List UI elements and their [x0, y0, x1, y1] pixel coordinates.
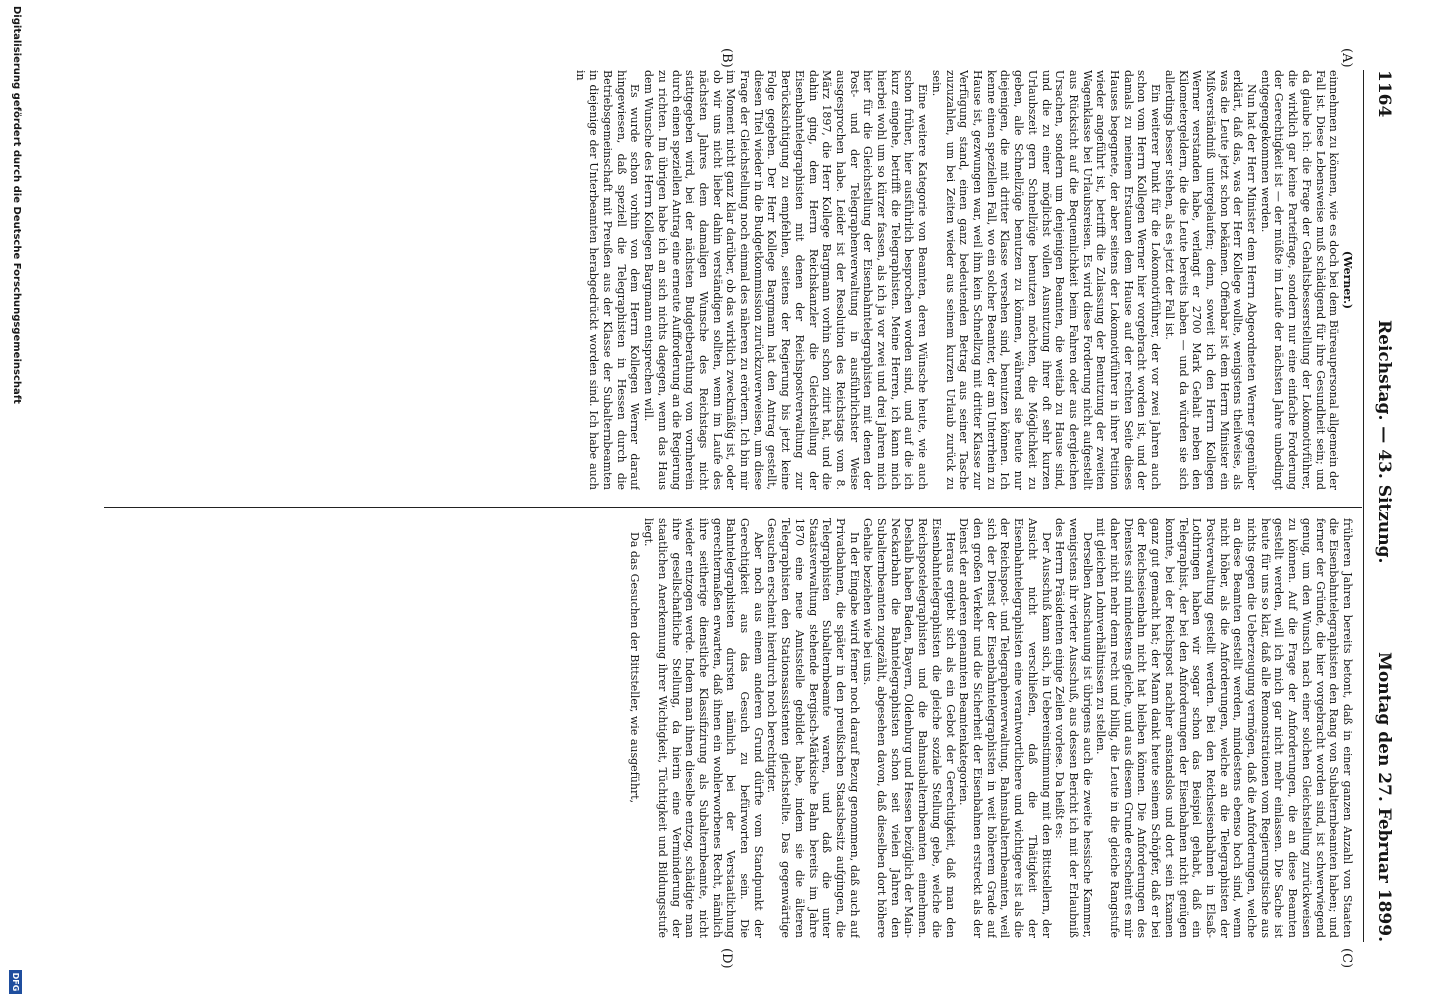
quoted-paragraph: Heraus ergiebt sich als ein Gebot der Gerechtigkeit, daß man den Eisenbahntelegraphisten die gleiche soziale Stellung gebe, welche die Reichspostelegraphisten und die Bahnsubalternbeamten einnehmen. Deshalb haben Baden, Bayern, Oldenburg und Hessen bezüglich der Main-Neckarbahn die Bahntelegraphisten schon seit vielen Jahren den Subalternbeamten zugezählt, abgesehen davon, daß dieselben dort höhere Gehalte beziehen wie bei uns. — [861, 518, 957, 938]
paragraph: früheren Jahren bereits betont, daß in einer ganzen Anzahl von Staaten die Eisenbahntelegraphisten den Rang von Subalternbeamten haben; und ferner der Gründe, die hier vorgebracht worden sind, ist schwerwiegend genug, um den Wunsch nach einer solchen Gleichstellung zurückweisen zu können. Auf die Frage der Anforderungen, die an diese Beamten gestellt werden, will ich mich gar nicht mehr einlassen. Die Sache ist heute für uns so klar, daß alle Remonstrationen vom Regierungstische aus nichts gegen die Ueberzeugung vermögen, daß die Anforderungen, welche an diese Beamten gestellt werden, mindestens ebenso hoch sind, wenn nicht höher, als die Anforderungen, welche an die Telegraphisten der Postverwaltung gestellt werden. Bei den Reichseisenbahnen in Elsaß-Lothringen haben wir sogar schon das Beispiel gehabt, daß ein Telegraphist, der bei den Anforderungen der Eisenbahnen nicht genügen konnte, bei der Reichspost nachher anstandslos und dort sein Examen ganz gut gemacht hat; der Mann dankt heute seinem Schöpfer, daß er bei der Reichseisenbahn nicht hat bleiben können. Die Anforderungen des Dienstes sind mindestens gleiche, und aus diesem Grunde erscheint es mir daher nicht mehr denn recht und billig, die Leute in die gleiche Rangstufe mit gleichen Lohnverhältnissen zu stellen. — [1094, 518, 1354, 938]
header-rule — [1363, 70, 1364, 942]
session-title: Reichstag. — 43. Sitzung. — [1374, 320, 1394, 564]
margin-marker-b: (B) — [719, 48, 734, 68]
dfg-logo: DFG — [9, 970, 22, 994]
left-column — [104, 70, 1354, 490]
speaker-label: (Werner.) — [1341, 250, 1354, 310]
quoted-paragraph: In der Eingabe wird ferner noch darauf Bezug genommen, daß auch auf Privatbahnen, die später in den preußischen Staatsbesitz aufgingen, die Telegraphisten Subalternbeamte waren, und daß die unter Staatsverwaltung stehende Bergisch-Märkische Bahn bereits im Jahre 1870 eine neue Amtsstelle gebildet habe, indem sie die älteren Telegraphisten den Stationsassistenten gleichstellte. Das gegenwärtige Gesuchen erscheint hierdurch noch berechtigter. — [765, 518, 861, 938]
digitization-credit: Digitalisierung gefördert durch die Deutsche Forschungsgemeinschaft — [11, 6, 22, 404]
margin-marker-d: (D) — [719, 948, 734, 969]
paragraph: Eine weitere Kategorie von Beamten, deren Wünsche heute, wie auch schon früher, hier ausführlich besprochen worden sind, und auf die ich kurz eingehe, betrifft die Telegraphisten. Meine Herren, ich kann mich hierbei wohl um so kürzer fassen, als ich ja vor zwei und drei Jahren mich hier für die Gleichstellung der Eisenbahntelegraphisten mit denen der Post- und der Telegraphenverwaltung in ausführlichster Weise ausgesprochen habe. Leider ist der Resolution des Reichstags vom 8. März 1897, die Herr Kollege Bargmann vorhin schon zitirt hat, und die dahin ging, dem Herrn Reichskanzler die Gleichstellung der Eisenbahntelegraphisten mit denen der Reichspostverwaltung zur Berücksichtigung zu empfehlen, seitens der Regierung bis jetzt keine Folge gegeben. Der Herr Kollege Bargmann hat den Antrag gestellt, diesen Titel wieder in die Budgetkommission zurückzuverweisen, um diese Frage der Gleichstellung noch einmal des näheren zu erörtern. Ich bin mir im Moment nicht ganz klar darüber, ob das wirklich zweckmäßig ist, oder ob wir uns nicht lieber dahin verständigen sollten, wenn im Laufe des nächsten Jahres dem damaligen Wunsche des Reichstags nicht stattgegeben wird, bei der nächsten Budgetberathung von vornherein durch einen speziellen Antrag eine erneute Aufforderung an die Regierung zu richten. Im übrigen habe ich an sich nichts dagegen, wenn das Haus dem Wunsche des Herrn Kollegen Bargmann entsprechen will. — [642, 70, 930, 490]
paragraph: Derselben Anschauung ist übrigens auch die zweite hessische Kammer, wenigstens ihr vierter Ausschuß, aus dessen Bericht ich mit der Erlaubniß des Herrn Präsidenten einige Zeilen vorlese. Da heißt es: — [1053, 518, 1094, 938]
page-header — [1368, 70, 1394, 942]
paragraph: einnehmen zu können, wie es doch bei dem Büreaupersonal allgemein der Fall ist. Diese Lebensweise muß schädigend für ihre Gesundheit sein; und da glaube ich: die Frage der Gehaltsbesserstellung der Lokomotivführer, die wirklich gar keine Parteifrage, sondern nur eine einfache Forderung der Gerechtigkeit ist — der müßte im Laufe der nächsten Jahre unbedingt entgegengekommen werden. — [1258, 70, 1341, 490]
column-rule — [104, 507, 1362, 508]
page-number: 1164 — [1374, 70, 1394, 118]
paragraph: Ein weiterer Punkt für die Lokomotivführer, der vor zwei Jahren auch schon vom Herrn Kollegen Werner hier vorgebracht worden ist, und der damals zu meinem Erstaunen dem Hause auf der rechten Seite dieses Hauses begegnete, der aber seitens der Lokomotivführer in ihrer Petition wieder angeführt ist, betrifft die Zulassung der Benutzung der zweiten Wagenklasse bei Urlaubsreisen. Es wird diese Forderung nicht aufgestellt aus Rücksicht auf die Bequemlichkeit beim Fahren oder aus dergleichen Ursachen, sondern um denjenigen Beamten, die weitab zu Hause sind, und die zu einer möglichst vollen Ausnutzung ihrer oft sehr kurzen Urlaubszeit gern Schnellzüge benutzen möchten, die Möglichkeit zu geben, alle Schnellzüge benutzen zu können, während sie heute nur diejenigen, die mit dritter Klasse versehen sind, benutzen können. Ich kenne einen speziellen Fall, wo ein solcher Beamter, der am Unterrhein zu Hause ist, gezwungen war, weil ihm kein Schnellzug mit dritter Klasse zur Verfügung stand, einen ganz bedeutenden Betrag aus seiner Tasche zuzuzahlen, um bei Zeiten wieder aus seinem kurzen Urlaub zurück zu sein. — [929, 70, 1163, 490]
margin-marker-c: (C) — [1339, 948, 1354, 969]
session-date: Montag den 27. Februar 1899. — [1374, 652, 1394, 942]
quoted-paragraph: Der Ausschuß kann sich, in Uebereinstimmung mit den Bittstellern, der Ansicht nicht verschließen, daß die Thätigkeit der Eisenbahntelegraphisten eine verantwortlichere und wichtigere ist als die der Reichspost- und Telegraphenverwaltung. Bahnsubalternbeamten, weil sich der Dienst der Eisenbahntelegraphisten in weit höherem Grade auf den großen Verkehr und die Sicherheit der Eisenbahnen erstreckt als der Dienst der anderen genannten Beamtenkategorien. — [957, 518, 1053, 938]
paragraph: Nun hat der Herr Minister dem Herrn Abgeordneten Werner gegenüber erklärt, daß das, was der Herr Kollege wollte, wenigstens theilweise, als was die Leute jetzt schon bekämen. Offenbar ist dem Herrn Minister ein Mißverständniß untergelaufen; denn, soweit ich den Herrn Kollegen Werner verstanden habe, verlangt er 2700 Mark Gehalt neben den Kilometergeldern, die die Leute bereits haben — und da würden sie sich allerdings besser stehen, als es jetzt der Fall ist. — [1162, 70, 1259, 490]
margin-marker-a: (A) — [1339, 48, 1354, 68]
paragraph: Da das Gesuchen der Bittsteller, wie ausgeführt, — [628, 532, 642, 804]
paragraph: Es wurde schon vorhin von dem Herrn Kollegen Werner darauf hingewiesen, daß speziell die Telegraphisten in Hessen durch die Betriebsgemeinschaft mit Preußen aus der Klasse der Subalternbeamten in diejenige der Unterbeamten herabgedrückt worden sind. Ich habe auch in — [573, 70, 642, 490]
digitization-footer — [6, 0, 22, 1000]
right-column — [104, 518, 1354, 938]
quoted-paragraph: Aber noch aus einem anderen Grund dürfte vom Standpunkt der Gerechtigkeit aus das Gesuch zu befürworten sein. Die Bahntelegraphisten dursten nämlich bei der Verstaatlichung gerechtermaßen erwarten, daß ihnen ein wohlerworbenes Recht, nämlich ihre seitherige dienstliche Klassifizirung als Subalternbeamte, nicht wieder entzogen werde. Indem man ihnen dieselbe entzog, schädigte man ihre gesellschaftliche Stellung, da hierin eine Verminderung der staatlichen Anerkennung ihrer Wichtigkeit, Tüchtigkeit und Bildungsstufe liegt. — [642, 518, 765, 938]
